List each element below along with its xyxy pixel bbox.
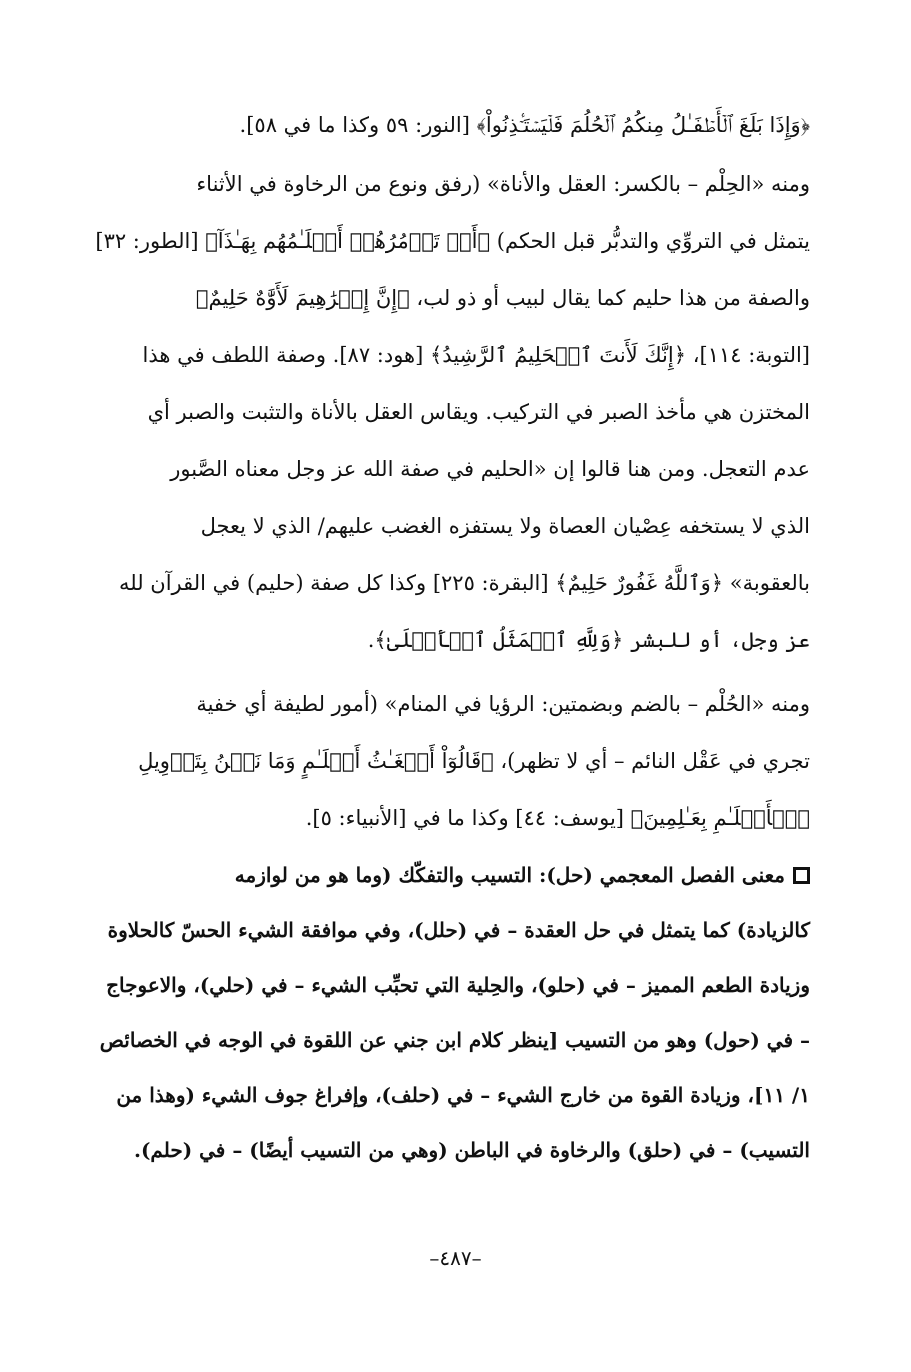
text-line: ﴿وَإِذَا بَلَغَ ٱلۡأَطۡفَـٰلُ مِنكُمُ ٱلۡحُلُمَ فَلۡيَسۡتَـٔۡذِنُواْ﴾ [النور: ٥٩ وكذا ما في ٥٨]. bbox=[239, 113, 810, 137]
text-line: وزيادة الطعم المميز – في (حلو)، والحِلية التي تحبِّب الشيء – في (حلي)، والاعوجاج bbox=[106, 973, 810, 997]
paragraph-hulm-damm bbox=[105, 676, 810, 847]
text-line: – في (حول) وهو من التسيب [ينظر كلام ابن جني عن اللقوة في الوجه في الخصائص bbox=[99, 1028, 810, 1052]
text-line: الذي لا يستخفه عِصْيان العصاة ولا يستفزه الغضب عليهم/ الذي لا يعجل bbox=[200, 514, 810, 538]
text-line: المختزن هي مأخذ الصبر في التركيب. ويقاس العقل بالأناة والتثبت والصبر أي bbox=[147, 400, 810, 424]
paragraph-hilm-kasr bbox=[95, 156, 810, 669]
text-line: تجري في عَقْل النائم – أي لا تظهر)، ﴿قَالُوٓاْ أَضۡغَـٰثُ أَحۡلَـٰمٍ وَمَا نَحۡنُ بِتَأۡوِيلِ bbox=[138, 749, 810, 773]
text-line: عدم التعجل. ومن هنا قالوا إن «الحليم في صفة الله عز وجل معناه الصَّبور bbox=[170, 457, 810, 481]
text-line: يتمثل في التروِّي والتدبُّر قبل الحكم) ﴿أَمۡ تَأۡمُرُهُمۡ أَحۡلَـٰمُهُم بِهَـٰذَآ﴾ [الطور: ٣٢] bbox=[95, 229, 810, 253]
section-heading-text: معنى الفصل المعجمي (حل): التسيب والتفكّك (وما هو من لوازمه bbox=[234, 863, 785, 887]
page-number: –٤٨٧– bbox=[429, 1246, 482, 1270]
square-icon bbox=[793, 867, 810, 884]
text-line: ومنه «الحُلْم – بالضم وبضمتين: الرؤيا في المنام» (أمور لطيفة أي خفية bbox=[196, 692, 810, 716]
lexical-section bbox=[99, 848, 810, 1178]
paragraph-quran-verse bbox=[105, 97, 810, 154]
text-line: ومنه «الحِلْم – بالكسر: العقل والأناة» (رفق ونوع من الرخاوة في الأثناء bbox=[196, 172, 810, 196]
text-line: التسيب) – في (حلق) والرخاوة في الباطن (وهي من التسيب أيضًا) – في (حلم). bbox=[133, 1138, 810, 1162]
text-line: ٱلۡأَحۡلَـٰمِ بِعَـٰلِمِينَ﴾ [يوسف: ٤٤] وكذا ما في [الأنبياء: ٥]. bbox=[305, 806, 810, 830]
text-line: بالعقوبة» ﴿وَٱللَّهُ غَفُورٌ حَلِيمٌ﴾ [البقرة: ٢٢٥] وكذا كل صفة (حليم) في القرآن لله bbox=[119, 571, 810, 595]
text-line: [التوبة: ١١٤]، ﴿إِنَّكَ لَأَنتَ ٱلۡحَلِيمُ ٱلرَّشِيدُ﴾ [هود: ٨٧]. وصفة اللطف في هذا bbox=[142, 343, 810, 367]
text-line: كالزيادة) كما يتمثل في حل العقدة – في (حلل)، وفي موافقة الشيء الحسّ كالحلاوة bbox=[107, 918, 810, 942]
text-line: عز وجل، أو للبشر ﴿وَلِلَّهِ ٱلۡمَثَلُ ٱلۡأَعۡلَىٰ﴾. bbox=[367, 628, 810, 652]
text-line: ١/ ١١]، وزيادة القوة من خارج الشيء – في (حلف)، وإفراغ جوف الشيء (وهذا من bbox=[116, 1083, 810, 1107]
section-heading-line bbox=[105, 848, 810, 903]
text-line: والصفة من هذا حليم كما يقال لبيب أو ذو لب، ﴿إِنَّ إِبۡرَٰهِيمَ لَأَوَّٰهٌ حَلِيمٌ﴾ bbox=[195, 286, 810, 310]
